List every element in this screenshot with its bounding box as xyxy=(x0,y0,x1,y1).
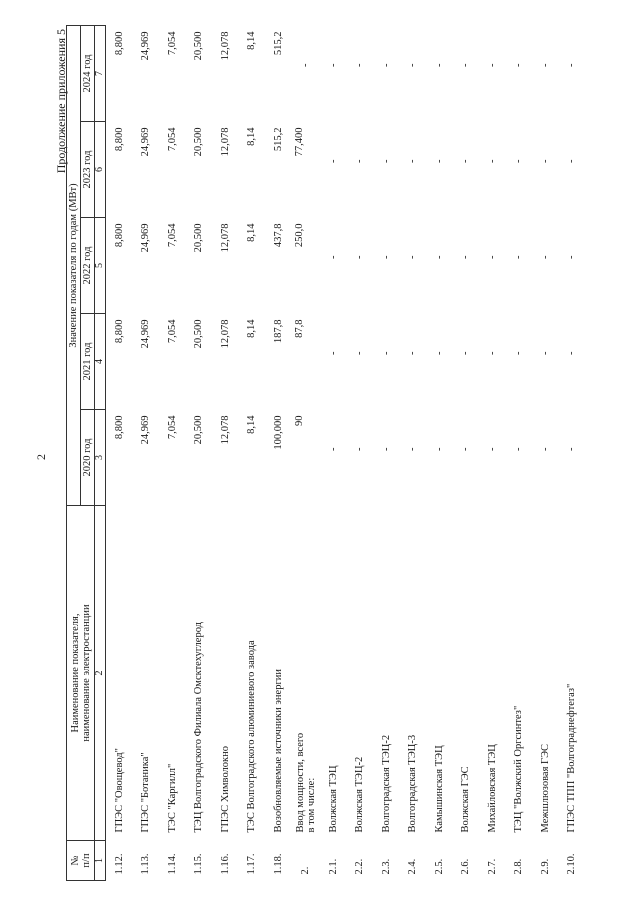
row-number: 1.15. xyxy=(193,853,205,875)
row-number: 2.6. xyxy=(460,858,472,875)
year-value: - xyxy=(380,63,392,67)
station-name: Волгоградская ТЭЦ-3 xyxy=(407,734,419,833)
year-value: - xyxy=(327,159,339,163)
row-number: 2. xyxy=(300,866,312,875)
header-num-text: № п/п xyxy=(69,853,92,868)
header-group: Значение показателя по годам (МВт) xyxy=(67,25,81,505)
row-number: 2.10. xyxy=(566,853,578,875)
year-value: - xyxy=(539,63,551,67)
year-value: 515,2 xyxy=(272,31,284,56)
year-value: 7,054 xyxy=(166,31,178,56)
row-number: 2.2. xyxy=(354,858,366,875)
header-year: 2021 год xyxy=(81,314,95,410)
header-num xyxy=(67,841,95,881)
year-value: - xyxy=(539,351,551,355)
page-number: 2 xyxy=(34,454,48,460)
year-value: - xyxy=(566,159,578,163)
column-number: 7 xyxy=(95,25,106,121)
year-value: - xyxy=(566,351,578,355)
table-row xyxy=(292,25,321,880)
table-row xyxy=(239,25,266,880)
table-row xyxy=(559,25,586,880)
station-name: ТЭС Волгоградского алюминиевого завода xyxy=(246,640,258,833)
row-number: 1.16. xyxy=(219,853,231,875)
table-row xyxy=(453,25,480,880)
station-name: Межшлюзовая ГЭС xyxy=(539,743,551,833)
station-name: ТЭС "Каргилл" xyxy=(166,763,178,833)
year-value: 24,969 xyxy=(140,127,152,157)
year-value: 8,14 xyxy=(246,223,258,242)
year-value: - xyxy=(566,63,578,67)
year-value: - xyxy=(539,159,551,163)
year-value: - xyxy=(433,159,445,163)
station-name: Волжская ТЭЦ xyxy=(327,765,339,833)
station-name: ТЭЦ Волгоградского Филиала Омсктехуглерод xyxy=(193,622,205,833)
year-value: - xyxy=(407,447,419,451)
year-value: - xyxy=(513,159,525,163)
year-value: - xyxy=(354,63,366,67)
year-value: - xyxy=(407,63,419,67)
year-value: - xyxy=(513,255,525,259)
row-number: 1.17. xyxy=(246,853,258,875)
year-value: - xyxy=(460,447,472,451)
table-row xyxy=(373,25,400,880)
year-value: - xyxy=(513,447,525,451)
year-value: 8,800 xyxy=(113,223,125,248)
year-value: - xyxy=(513,351,525,355)
year-value: 20,500 xyxy=(193,127,205,157)
year-value: - xyxy=(433,351,445,355)
year-value: 24,969 xyxy=(140,319,152,349)
table-row xyxy=(106,25,133,880)
year-value: 8,800 xyxy=(113,31,125,56)
table-row xyxy=(426,25,453,880)
year-value: 12,078 xyxy=(219,127,231,157)
year-value: 437,8 xyxy=(272,223,284,248)
year-value: 250,0 xyxy=(293,223,305,248)
header-year: 2020 год xyxy=(81,410,95,506)
year-value: 90 xyxy=(293,415,305,426)
year-value: 20,500 xyxy=(193,223,205,253)
year-value: - xyxy=(407,351,419,355)
row-number: 2.3. xyxy=(380,858,392,875)
year-value: - xyxy=(460,351,472,355)
station-name: ТЭЦ "Волжский Оргсинтез" xyxy=(513,705,525,833)
row-number: 1.12. xyxy=(113,853,125,875)
station-name: ГПЭС "Овощевод" xyxy=(113,748,125,833)
column-number: 6 xyxy=(95,122,106,218)
year-value: - xyxy=(354,447,366,451)
year-value: - xyxy=(300,63,312,67)
year-value: 8,14 xyxy=(246,415,258,434)
year-value: - xyxy=(433,255,445,259)
station-name: Волжская ГЭС xyxy=(460,766,472,833)
station-name: Волжская ТЭЦ-2 xyxy=(354,756,366,833)
table-row xyxy=(133,25,160,880)
row-number: 1.14. xyxy=(166,853,178,875)
year-value: - xyxy=(433,447,445,451)
column-number: 3 xyxy=(95,410,106,506)
year-value: - xyxy=(327,447,339,451)
year-value: - xyxy=(566,447,578,451)
year-value: - xyxy=(380,255,392,259)
row-number: 2.4. xyxy=(407,858,419,875)
row-number: 1.18. xyxy=(272,853,284,875)
year-value: 24,969 xyxy=(140,31,152,61)
row-number: 2.1. xyxy=(327,858,339,875)
year-value: - xyxy=(460,159,472,163)
table-row xyxy=(265,25,292,880)
year-value: - xyxy=(407,255,419,259)
year-value: - xyxy=(566,255,578,259)
row-number: 2.9. xyxy=(539,858,551,875)
table-row xyxy=(506,25,533,880)
year-value: - xyxy=(327,255,339,259)
year-value: 7,054 xyxy=(166,415,178,440)
table-row xyxy=(186,25,213,880)
year-value: 77,400 xyxy=(293,127,305,157)
year-value: - xyxy=(486,351,498,355)
year-value: - xyxy=(486,255,498,259)
header-year: 2023 год xyxy=(81,122,95,218)
row-number: 2.7. xyxy=(486,858,498,875)
year-value: 20,500 xyxy=(193,31,205,61)
header-year: 2024 год xyxy=(81,25,95,121)
year-value: - xyxy=(486,447,498,451)
station-name: Камышинская ТЭЦ xyxy=(433,745,445,833)
year-value: 7,054 xyxy=(166,127,178,152)
row-number: 2.8. xyxy=(513,858,525,875)
year-value: - xyxy=(380,159,392,163)
capacity-table xyxy=(66,25,585,881)
year-value: - xyxy=(539,447,551,451)
year-value: 12,078 xyxy=(219,415,231,445)
year-value: 7,054 xyxy=(166,223,178,248)
column-number: 5 xyxy=(95,218,106,314)
year-value: - xyxy=(380,447,392,451)
year-value: - xyxy=(327,351,339,355)
station-name: ГПЭС "Ботаника" xyxy=(140,752,152,833)
year-value: 24,969 xyxy=(140,415,152,445)
year-value: - xyxy=(354,255,366,259)
table-row xyxy=(347,25,374,880)
header-year: 2022 год xyxy=(81,218,95,314)
year-value: 7,054 xyxy=(166,319,178,344)
row-number: 1.13. xyxy=(140,853,152,875)
year-value: 187,8 xyxy=(272,319,284,344)
table-row xyxy=(479,25,506,880)
year-value: - xyxy=(354,159,366,163)
year-value: 87,8 xyxy=(293,319,305,338)
year-value: - xyxy=(433,63,445,67)
column-number: 2 xyxy=(95,506,106,841)
year-value: 8,800 xyxy=(113,415,125,440)
year-value: 20,500 xyxy=(193,319,205,349)
year-value: 8,14 xyxy=(246,31,258,50)
year-value: 12,078 xyxy=(219,31,231,61)
station-name: Возобновляемые источники энергии xyxy=(272,669,284,833)
year-value: 515,2 xyxy=(272,127,284,152)
table-row xyxy=(532,25,559,880)
year-value: 8,800 xyxy=(113,319,125,344)
year-value: 20,500 xyxy=(193,415,205,445)
year-value: 12,078 xyxy=(219,319,231,349)
column-number: 1 xyxy=(95,841,106,881)
year-value: 100,000 xyxy=(272,415,284,450)
year-value: - xyxy=(486,159,498,163)
year-value: 8,800 xyxy=(113,127,125,152)
year-value: 24,969 xyxy=(140,223,152,253)
continuation-note: Продолжение приложения 5 xyxy=(54,29,68,174)
station-name: Михайловская ТЭЦ xyxy=(486,744,498,833)
year-value: 12,078 xyxy=(219,223,231,253)
table-body xyxy=(106,25,586,880)
table-row xyxy=(159,25,186,880)
table-row xyxy=(320,25,347,880)
station-name: ГПЭС ТПП "Волгограднефтегаз" xyxy=(566,683,578,833)
year-value: - xyxy=(407,159,419,163)
year-value: - xyxy=(513,63,525,67)
header-name-text: Наименование показателя, наименование электростанции xyxy=(69,604,92,742)
year-value: - xyxy=(354,351,366,355)
table-row xyxy=(400,25,427,880)
column-number: 4 xyxy=(95,314,106,410)
year-value: 8,14 xyxy=(246,127,258,146)
station-name: Ввод мощности, всего в том числе: xyxy=(294,732,317,833)
year-value: - xyxy=(380,351,392,355)
year-value: - xyxy=(460,255,472,259)
table-row xyxy=(212,25,239,880)
year-value: - xyxy=(327,63,339,67)
year-value: - xyxy=(460,63,472,67)
station-name: ГПЭС Химволокно xyxy=(219,745,231,833)
year-value: 8,14 xyxy=(246,319,258,338)
year-value: - xyxy=(486,63,498,67)
row-number: 2.5. xyxy=(433,858,445,875)
year-value: - xyxy=(539,255,551,259)
station-name: Волгоградская ТЭЦ-2 xyxy=(380,734,392,833)
header-name xyxy=(67,506,95,841)
